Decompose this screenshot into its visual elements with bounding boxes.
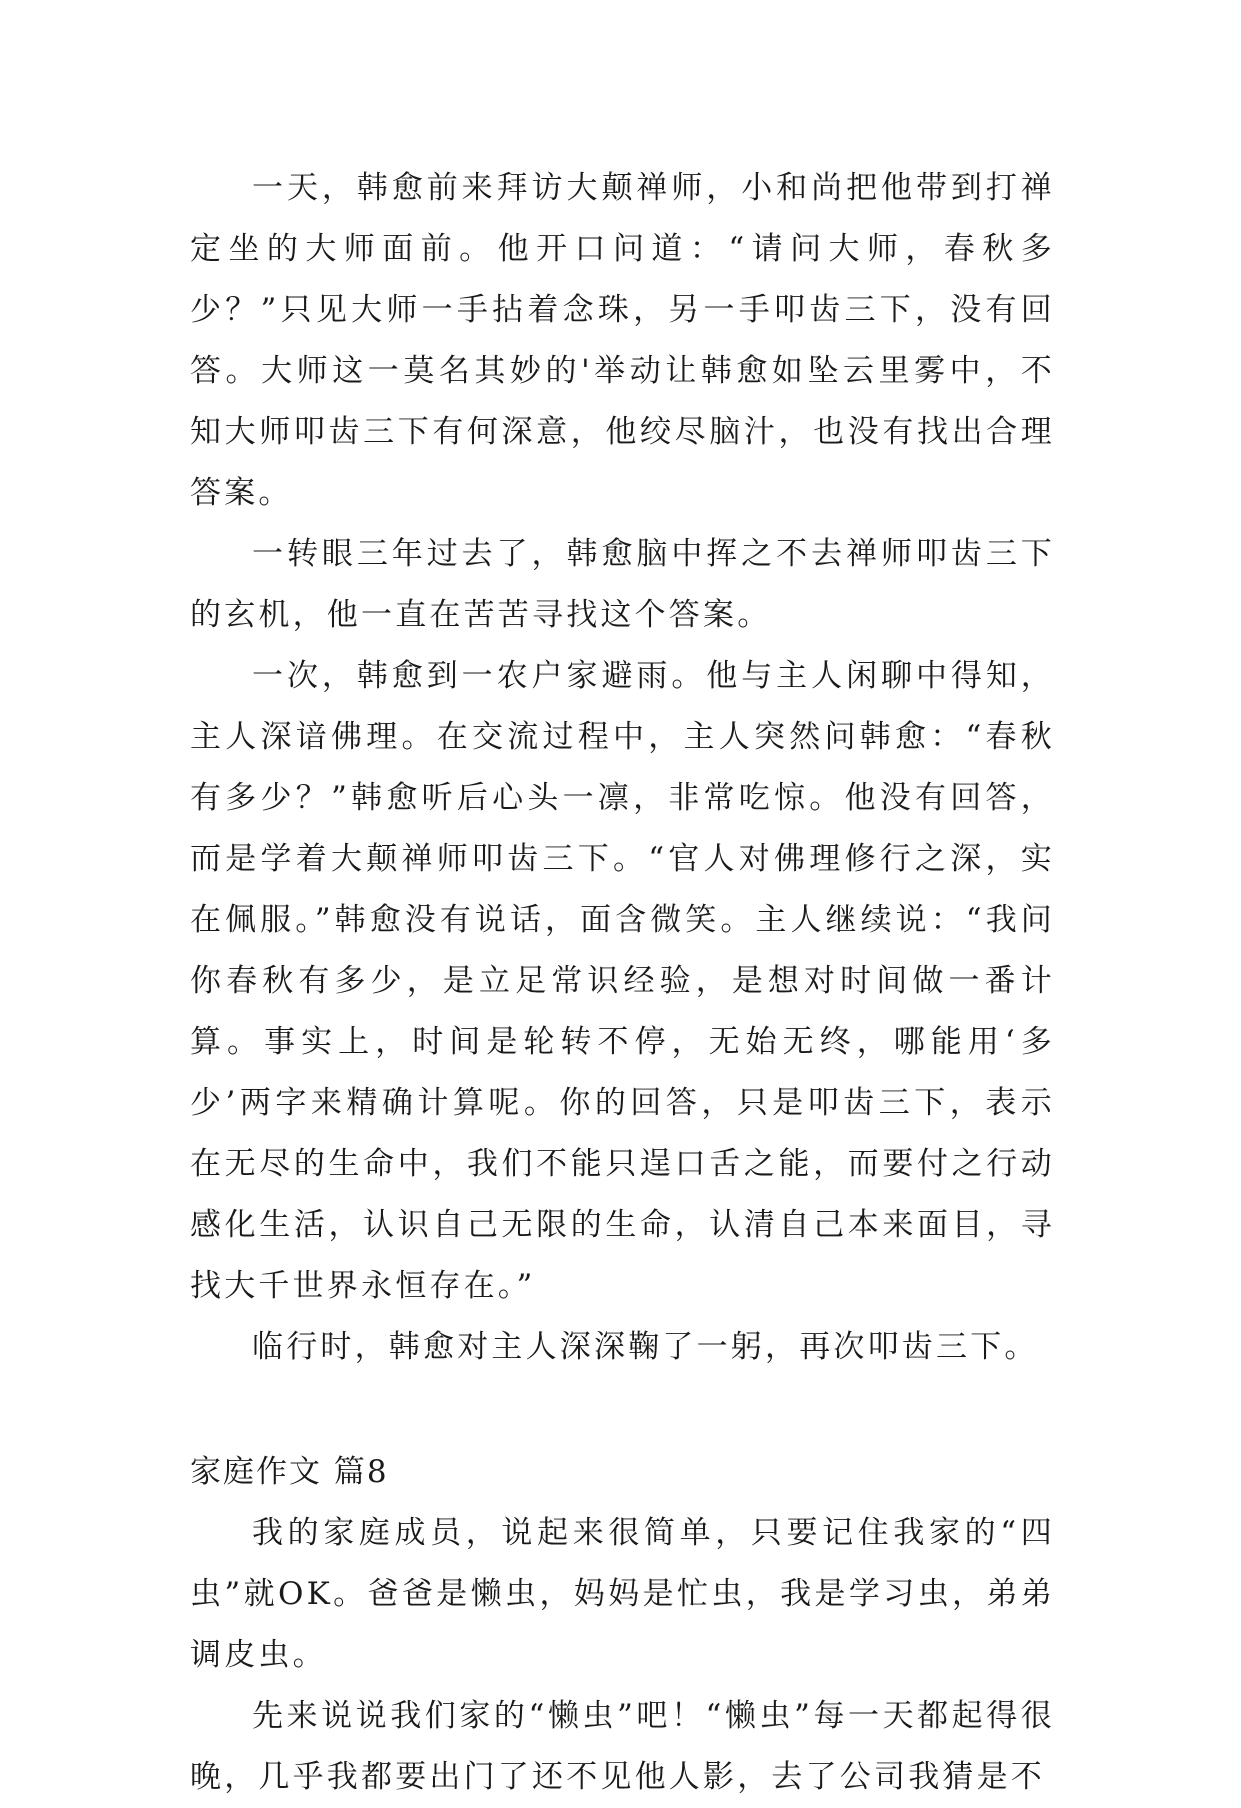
section-heading: 家庭作文 篇8: [190, 1454, 389, 1490]
paragraph-farewell: 临行时，韩愈对主人深深鞠了一躬，再次叩齿三下。: [252, 1329, 1039, 1365]
paragraph-visit-master: 一天，韩愈前来拜访大颠禅师，小和尚把他带到打禅定坐的大师面前。他开口问道：“请问大师，春秋多少？”只见大师一手拈着念珠，另一手叩齿三下，没有回答。大师这一莫名其妙的'举动让韩愈如坠云里雾中，不知大师叩齿三下有何深意，他绞尽脑汁，也没有找出合理答案。: [190, 170, 1055, 511]
paragraph-farmhouse: 一次，韩愈到一农户家避雨。他与主人闲聊中得知，主人深谙佛理。在交流过程中，主人突然问韩愈：“春秋有多少？”韩愈听后心头一凛，非常吃惊。他没有回答，而是学着大颠禅师叩齿三下。“官人对佛理修行之深，实在佩服。”韩愈没有说话，面含微笑。主人继续说：“我问你春秋有多少，是立足常识经验，是想对时间做一番计算。事实上，时间是轮转不停，无始无终，哪能用‘多少’两字来精确计算呢。你的回答，只是叩齿三下，表示在无尽的生命中，我们不能只逞口舌之能，而要付之行动感化生活，认识自己无限的生命，认清自己本来面目，寻找大千世界永恒存在。”: [190, 658, 1055, 1304]
paragraph-family-members: 我的家庭成员，说起来很简单，只要记住我家的“四虫”就OK。爸爸是懒虫，妈妈是忙虫，我是学习虫，弟弟调皮虫。: [190, 1515, 1055, 1673]
paragraph-lazy-bug: 先来说说我们家的“懒虫”吧！“懒虫”每一天都起得很晚，几乎我都要出门了还不见他人影，去了公司我猜是不: [190, 1698, 1055, 1795]
document-body: [190, 158, 1055, 1808]
paragraph-three-years: 一转眼三年过去了，韩愈脑中挥之不去禅师叩齿三下的玄机，他一直在苦苦寻找这个答案。: [190, 536, 1055, 633]
